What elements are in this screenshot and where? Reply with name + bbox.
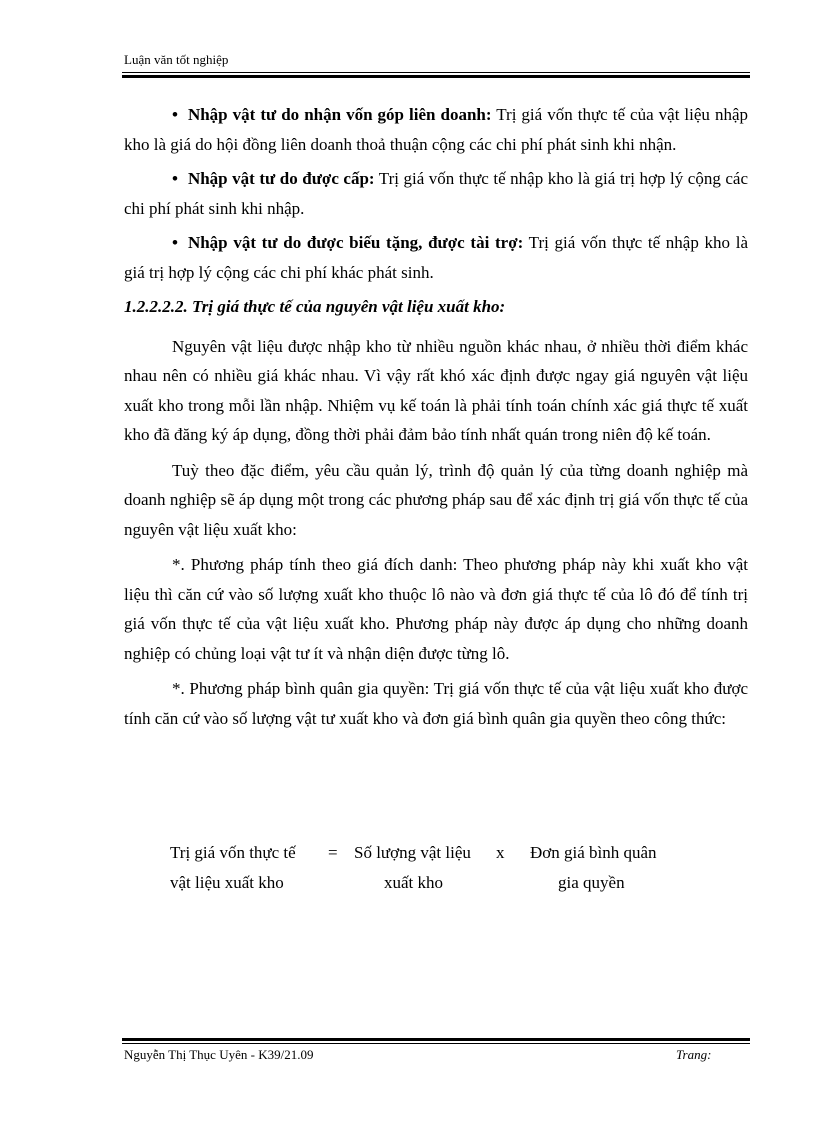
bullet-text: Trị giá vốn thực tế của vật liệu nhập kho là giá do hội đồng liên doanh thoả thuận cộng các chi phí phát sinh khi nhận. [124, 105, 748, 154]
bullet-lead: Nhập vật tư do được cấp: [187, 169, 375, 188]
header-rule-top [122, 72, 750, 73]
paragraph-3: *. Phương pháp tính theo giá đích danh: Theo phương pháp này khi xuất kho vật liệu thì căn cứ vào số lượng xuất kho thuộc lô nào và đơn giá thực tế của lô đó để tính trị giá vốn thực tế của vật liệu xuất kho. Phương pháp này được áp dụng cho những doanh nghiệp có chủng loại vật tư ít và nhận diện được từng lô. [124, 555, 748, 663]
bullet-item-2 [124, 164, 748, 223]
footer-rule-top [122, 1038, 750, 1041]
formula-lhs-line2: vật liệu xuất kho [170, 873, 284, 892]
section-heading: 1.2.2.2.2. Trị giá thực tế của nguyên vật liệu xuất kho: [124, 297, 506, 316]
paragraph-4: *. Phương pháp bình quân gia quyền: Trị giá vốn thực tế của vật liệu xuất kho được tính căn cứ vào số lượng vật tư xuất kho và đơn giá bình quân gia quyền theo công thức: [124, 679, 748, 728]
formula-times: x [496, 843, 505, 862]
bullet-dot-icon: • [172, 169, 178, 188]
formula-term1-line2: xuất kho [384, 873, 444, 892]
page-body [124, 100, 748, 739]
footer-author: Nguyễn Thị Thục Uyên - K39/21.09 [124, 1047, 314, 1062]
bullet-dot-icon: • [172, 105, 178, 124]
footer-page-label: Trang: [676, 1047, 712, 1062]
header-rule-bottom [122, 75, 750, 78]
bullet-text: Trị giá vốn thực tế nhập kho là giá trị hợp lý cộng các chi phí khác phát sinh. [124, 233, 749, 282]
formula-term2-line2: gia quyền [558, 873, 625, 892]
footer-rule-bottom [122, 1043, 750, 1044]
formula-equals: = [328, 843, 338, 862]
header-title: Luận văn tốt nghiệp [124, 52, 229, 67]
formula-term1-line1: Số lượng vật liệu [354, 843, 471, 862]
bullet-item-1 [124, 100, 748, 159]
bullet-lead: Nhập vật tư do được biếu tặng, được tài trợ: [187, 233, 524, 252]
formula-lhs-line1: Trị giá vốn thực tế [170, 843, 296, 862]
formula-term2-line1: Đơn giá bình quân [530, 843, 657, 862]
bullet-text: Trị giá vốn thực tế nhập kho là giá trị hợp lý cộng các chi phí phát sinh khi nhập. [124, 169, 748, 218]
paragraph-2: Tuỳ theo đặc điểm, yêu cầu quản lý, trình độ quản lý của từng doanh nghiệp mà doanh nghiệp sẽ áp dụng một trong các phương pháp sau để xác định trị giá vốn thực tế của nguyên vật liệu xuất kho: [124, 460, 748, 539]
bullet-dot-icon: • [172, 233, 178, 252]
bullet-item-3 [124, 228, 748, 287]
paragraph-1: Nguyên vật liệu được nhập kho từ nhiều nguồn khác nhau, ở nhiều thời điểm khác nhau nên có nhiều giá khác nhau. Vì vậy rất khó xác định được ngay giá nguyên vật liệu xuất kho trong mỗi lần nhập. Nhiệm vụ kế toán là phải tính toán chính xác giá thực tế xuất kho đã đăng ký áp dụng, đồng thời phải đảm bảo tính nhất quán trong niên độ kế toán. [124, 336, 748, 444]
bullet-lead: Nhập vật tư do nhận vốn góp liên doanh: [187, 105, 492, 124]
